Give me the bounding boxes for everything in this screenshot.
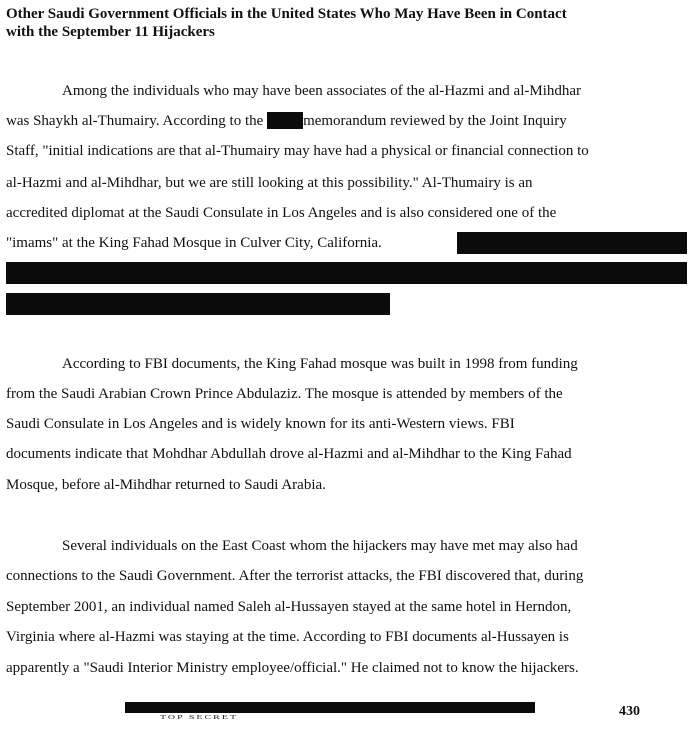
para1-line-6: "imams" at the King Fahad Mosque in Culver City, California. (6, 235, 382, 251)
heading-line-1: Other Saudi Government Officials in the United States Who May Have Been in Contact (6, 6, 567, 22)
para2-line-2: from the Saudi Arabian Crown Prince Abdulaziz. The mosque is attended by members of the (6, 386, 563, 402)
para1-line-1: Among the individuals who may have been associates of the al-Hazmi and al-Mihdhar (62, 83, 582, 99)
para1-line-4: al-Hazmi and al-Mihdhar, but we are still looking at this possibility." Al-Thumairy is an (6, 175, 533, 191)
redaction-bar-2 (6, 262, 687, 284)
para1-line-5: accredited diplomat at the Saudi Consulate in Los Angeles and is also considered one of the (6, 205, 557, 221)
para1-line-2b: memorandum reviewed by the Joint Inquiry (303, 113, 567, 129)
classification-marking: TOP SECRET (160, 714, 239, 721)
para3-line-2: connections to the Saudi Government. After the terrorist attacks, the FBI discovered that, during (6, 568, 584, 584)
para2-line-4: documents indicate that Mohdhar Abdullah drove al-Hazmi and al-Mihdhar to the King Fahad (6, 446, 572, 462)
redaction-block (267, 112, 303, 129)
para1-line-2a: was Shaykh al-Thumairy. According to the (6, 113, 264, 129)
para3-line-1: Several individuals on the East Coast whom the hijackers may have met may also had (62, 538, 578, 554)
para2-line-1: According to FBI documents, the King Fahad mosque was built in 1998 from funding (62, 356, 578, 372)
section-heading (6, 5, 696, 41)
para3-line-4: Virginia where al-Hazmi was staying at the time. According to FBI documents al-Hussayen is (6, 629, 569, 645)
footer-redaction-bar (125, 702, 535, 713)
para1-line-2 (6, 110, 567, 132)
redaction-bar-3 (6, 293, 390, 315)
redaction-bar-1 (457, 232, 687, 254)
para2-line-5: Mosque, before al-Mihdhar returned to Saudi Arabia. (6, 477, 326, 493)
heading-line-2: with the September 11 Hijackers (6, 24, 215, 40)
para2-line-3: Saudi Consulate in Los Angeles and is widely known for its anti-Western views. FBI (6, 416, 515, 432)
page-number: 430 (619, 704, 640, 719)
para3-line-5: apparently a "Saudi Interior Ministry employee/official." He claimed not to know the hijackers. (6, 660, 579, 676)
para3-line-3: September 2001, an individual named Saleh al-Hussayen stayed at the same hotel in Herndon, (6, 599, 572, 615)
para1-line-3: Staff, "initial indications are that al-Thumairy may have had a physical or financial connection to (6, 143, 589, 159)
